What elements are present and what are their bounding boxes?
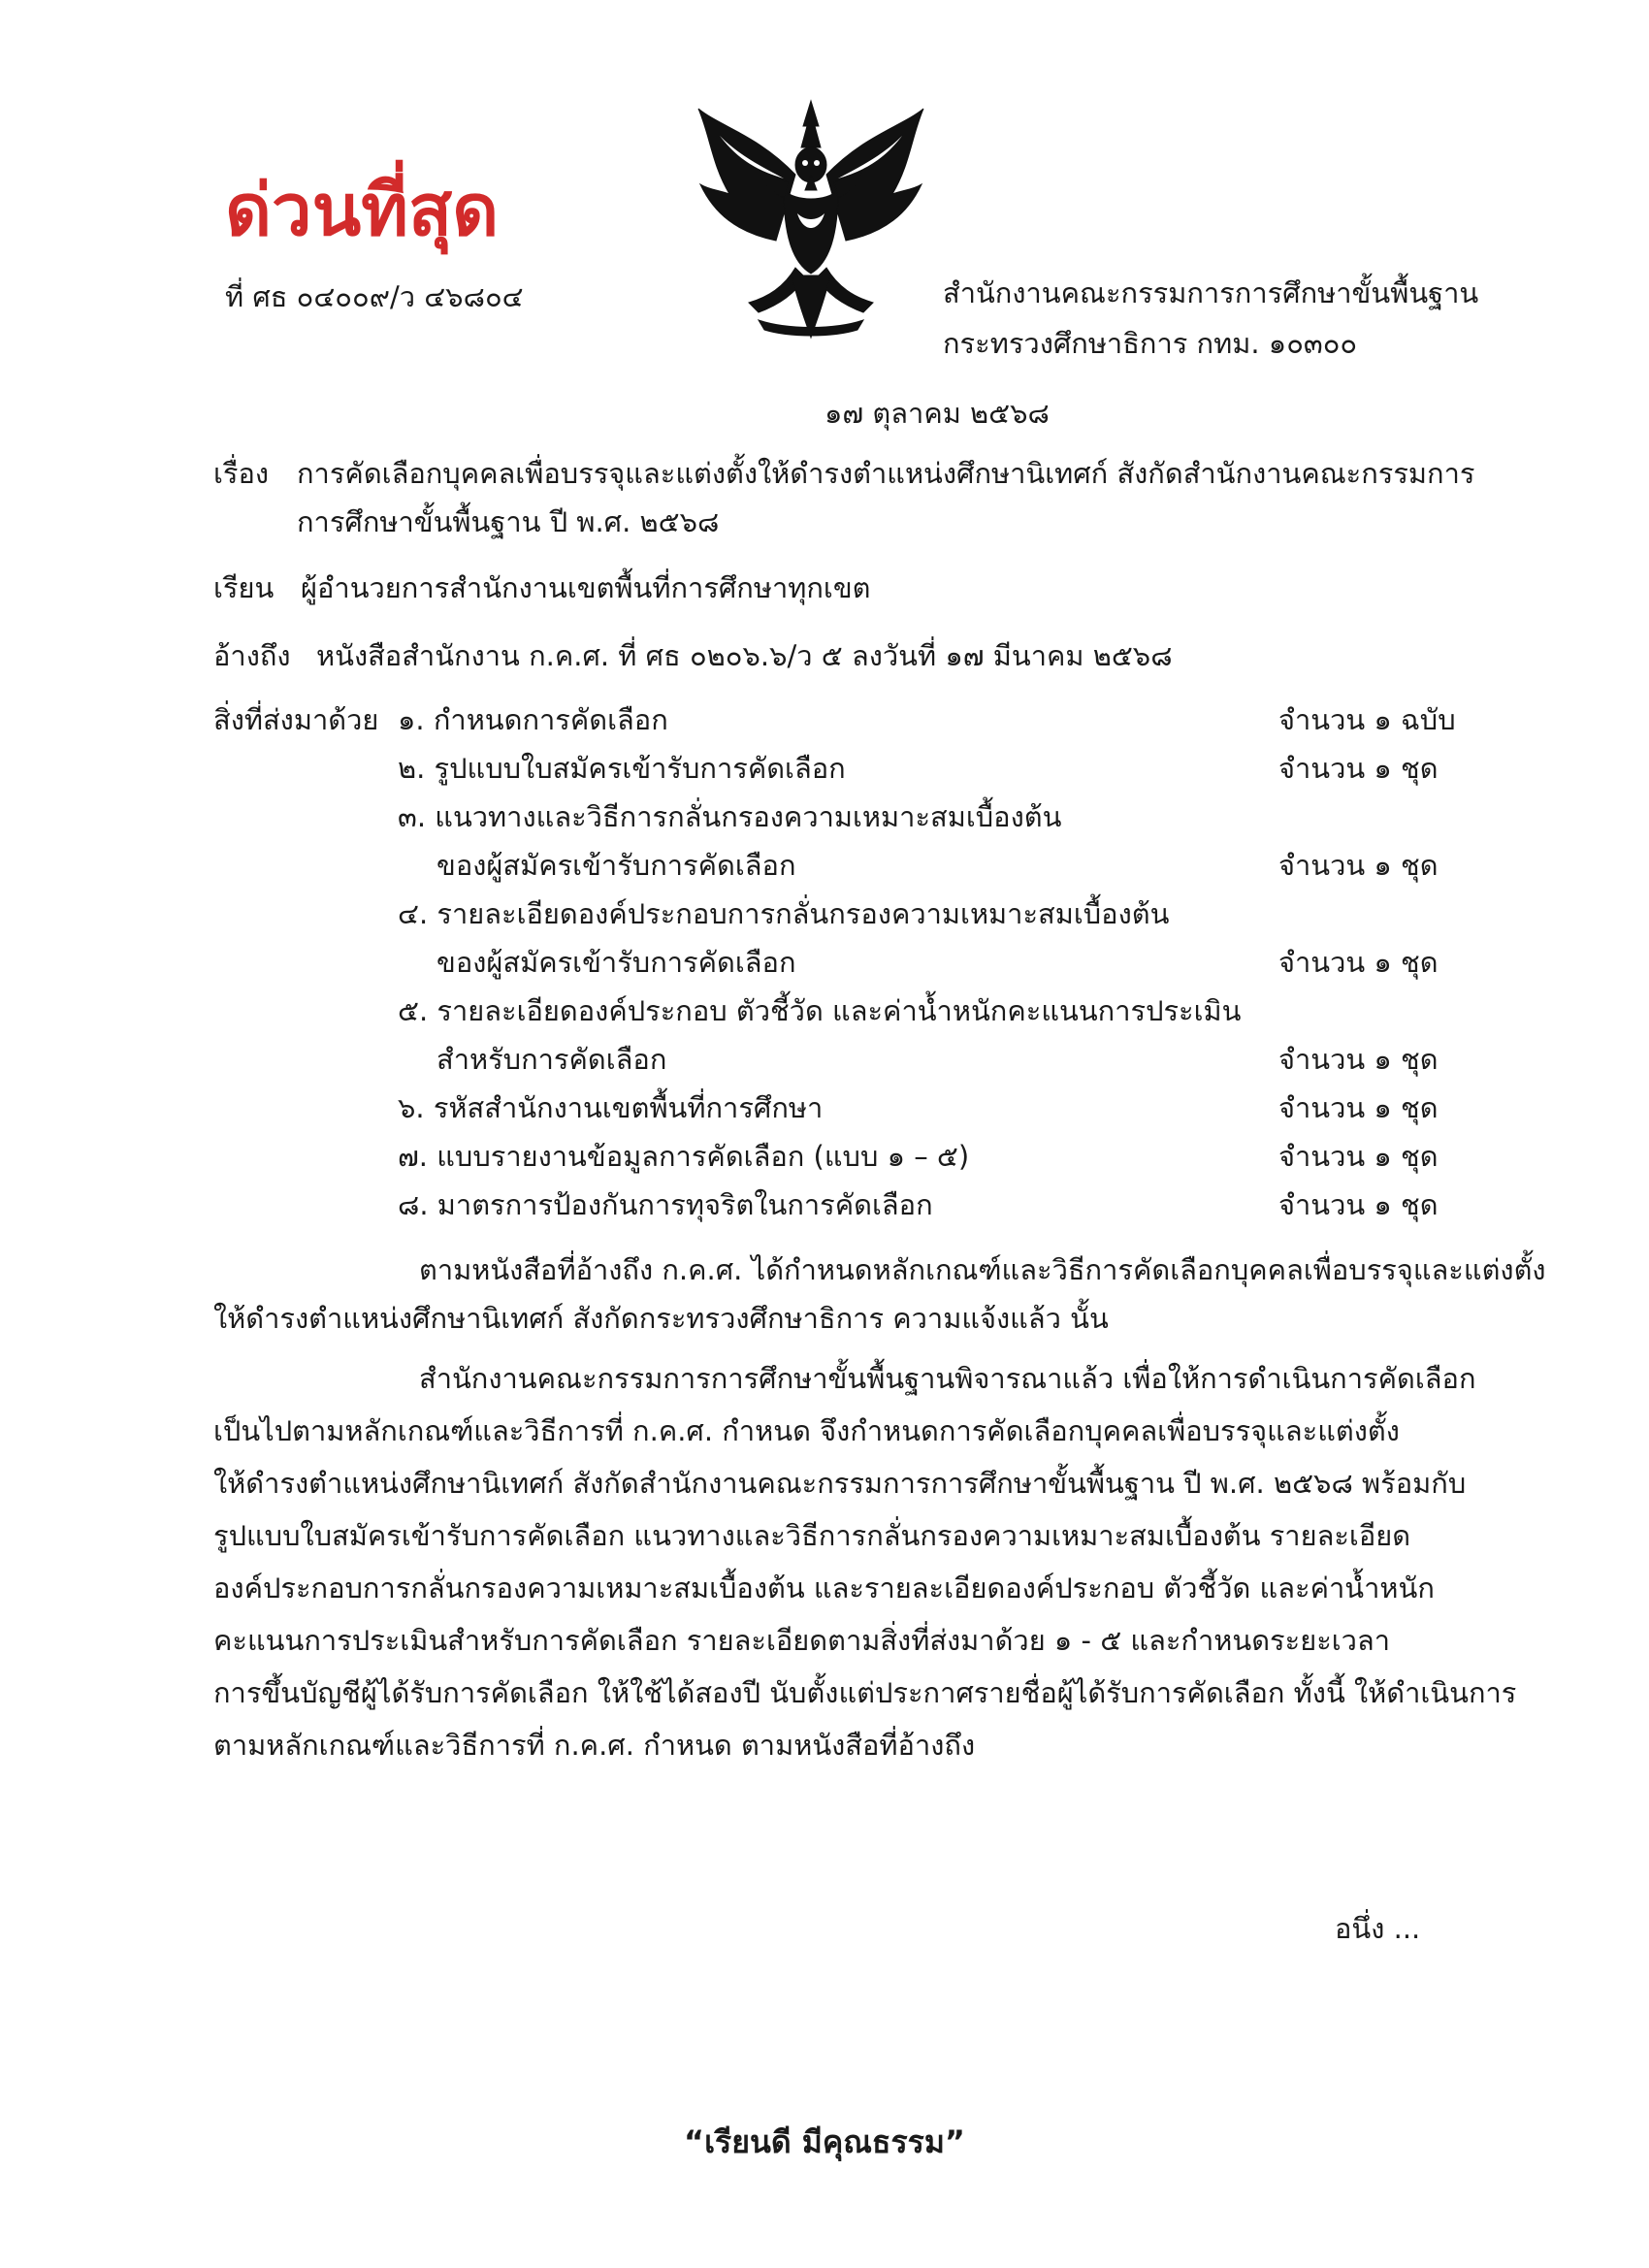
paragraph-2-line-4: รูปแบบใบสมัครเข้ารับการคัดเลือก แนวทางและวิธีการกลั่นกรองความเหมาะสมเบื้องต้น รายละเอียด	[213, 1519, 1411, 1552]
reference-text: หนังสือสำนักงาน ก.ค.ศ. ที่ ศธ ๐๒๐๖.๖/ว ๕ ลงวันที่ ๑๗ มีนาคม ๒๕๖๘	[316, 639, 1173, 672]
subject-line-2: การศึกษาขั้นพื้นฐาน ปี พ.ศ. ๒๕๖๘	[297, 505, 720, 538]
enclosure-item-6: ๖. รหัสสำนักงานเขตพื้นที่การศึกษา	[398, 1091, 824, 1124]
document-date: ๑๗ ตุลาคม ๒๕๖๘	[824, 397, 1050, 430]
paragraph-1-line-1: ตามหนังสือที่อ้างถึง ก.ค.ศ. ได้กำหนดหลักเกณฑ์และวิธีการคัดเลือกบุคคลเพื่อบรรจุและแต่งตั้ง	[419, 1253, 1546, 1286]
enclosure-item-5-cont: สำหรับการคัดเลือก	[436, 1043, 667, 1076]
enclosure-item-8: ๘. มาตรการป้องกันการทุจริตในการคัดเลือก	[398, 1188, 933, 1221]
enclosure-qty-8: จำนวน ๑ ชุด	[1278, 1188, 1439, 1221]
enclosure-item-2: ๒. รูปแบบใบสมัครเข้ารับการคัดเลือก	[398, 752, 846, 785]
enclosure-qty-2: จำนวน ๑ ชุด	[1278, 752, 1439, 785]
paragraph-2-line-2: เป็นไปตามหลักเกณฑ์และวิธีการที่ ก.ค.ศ. กำหนด จึงกำหนดการคัดเลือกบุคคลเพื่อบรรจุและแต่งตั้ง	[213, 1414, 1400, 1447]
enclosure-item-3: ๓. แนวทางและวิธีการกลั่นกรองความเหมาะสมเบื้องต้น	[398, 800, 1062, 833]
enclosure-qty-7: จำนวน ๑ ชุด	[1278, 1140, 1439, 1173]
subject-line-1: การคัดเลือกบุคคลเพื่อบรรจุและแต่งตั้งให้ดำรงตำแหน่งศึกษานิเทศก์ สังกัดสำนักงานคณะกรรมการ	[297, 457, 1475, 490]
paragraph-2-line-1: สำนักงานคณะกรรมการการศึกษาขั้นพื้นฐานพิจารณาแล้ว เพื่อให้การดำเนินการคัดเลือก	[419, 1362, 1476, 1395]
paragraph-2-line-3: ให้ดำรงตำแหน่งศึกษานิเทศก์ สังกัดสำนักงานคณะกรรมการการศึกษาขั้นพื้นฐาน ปี พ.ศ. ๒๕๖๘ พร้อมกับ	[213, 1467, 1467, 1500]
enclosure-qty-4: จำนวน ๑ ชุด	[1278, 946, 1439, 979]
reference-number: ที่ ศธ ๐๔๐๐๙/ว ๔๖๘๐๔	[225, 280, 524, 313]
office-address: กระทรวงศึกษาธิการ กทม. ๑๐๓๐๐	[943, 327, 1358, 360]
garuda-emblem-icon	[691, 97, 931, 340]
paragraph-2-line-7: การขึ้นบัญชีผู้ได้รับการคัดเลือก ให้ใช้ได้สองปี นับตั้งแต่ประกาศรายชื่อผู้ได้รับการคัดเลือก ทั้งนี้ ให้ดำเนินการ	[213, 1676, 1517, 1709]
reference-label: อ้างถึง	[213, 639, 291, 672]
enclosure-item-5: ๕. รายละเอียดองค์ประกอบ ตัวชี้วัด และค่าน้ำหนักคะแนนการประเมิน	[398, 994, 1242, 1027]
enclosure-item-4-cont: ของผู้สมัครเข้ารับการคัดเลือก	[436, 946, 796, 979]
recipient-text: ผู้อำนวยการสำนักงานเขตพื้นที่การศึกษาทุกเขต	[301, 571, 871, 604]
paragraph-1-line-2: ให้ดำรงตำแหน่งศึกษานิเทศก์ สังกัดกระทรวงศึกษาธิการ ความแจ้งแล้ว นั้น	[213, 1302, 1109, 1335]
enclosure-item-4: ๔. รายละเอียดองค์ประกอบการกลั่นกรองความเหมาะสมเบื้องต้น	[398, 897, 1170, 930]
paragraph-2-line-8: ตามหลักเกณฑ์และวิธีการที่ ก.ค.ศ. กำหนด ตามหนังสือที่อ้างถึง	[213, 1729, 976, 1762]
subject-label: เรื่อง	[213, 457, 270, 490]
footer-motto: “เรียนดี มีคุณธรรม”	[684, 2123, 965, 2160]
recipient-label: เรียน	[213, 571, 275, 604]
paragraph-2-line-6: คะแนนการประเมินสำหรับการคัดเลือก รายละเอียดตามสิ่งที่ส่งมาด้วย ๑ - ๕ และกำหนดระยะเวลา	[213, 1624, 1391, 1657]
continuation-marker: อนึ่ง ...	[1335, 1912, 1421, 1945]
urgency-stamp: ด่วนที่สุด	[225, 169, 500, 252]
office-name: สำนักงานคณะกรรมการการศึกษาขั้นพื้นฐาน	[943, 276, 1479, 309]
enclosure-qty-6: จำนวน ๑ ชุด	[1278, 1091, 1439, 1124]
enclosure-item-3-cont: ของผู้สมัครเข้ารับการคัดเลือก	[436, 849, 796, 882]
paragraph-2-line-5: องค์ประกอบการกลั่นกรองความเหมาะสมเบื้องต้น และรายละเอียดองค์ประกอบ ตัวชี้วัด และค่าน้ำหนัก	[213, 1571, 1435, 1604]
enclosure-qty-1: จำนวน ๑ ฉบับ	[1278, 703, 1456, 736]
enclosure-item-7: ๗. แบบรายงานข้อมูลการคัดเลือก (แบบ ๑ – ๕)	[398, 1140, 970, 1173]
enclosure-qty-3: จำนวน ๑ ชุด	[1278, 849, 1439, 882]
enclosure-qty-5: จำนวน ๑ ชุด	[1278, 1043, 1439, 1076]
enclosure-item-1: ๑. กำหนดการคัดเลือก	[398, 703, 668, 736]
enclosures-label: สิ่งที่ส่งมาด้วย	[213, 703, 379, 736]
